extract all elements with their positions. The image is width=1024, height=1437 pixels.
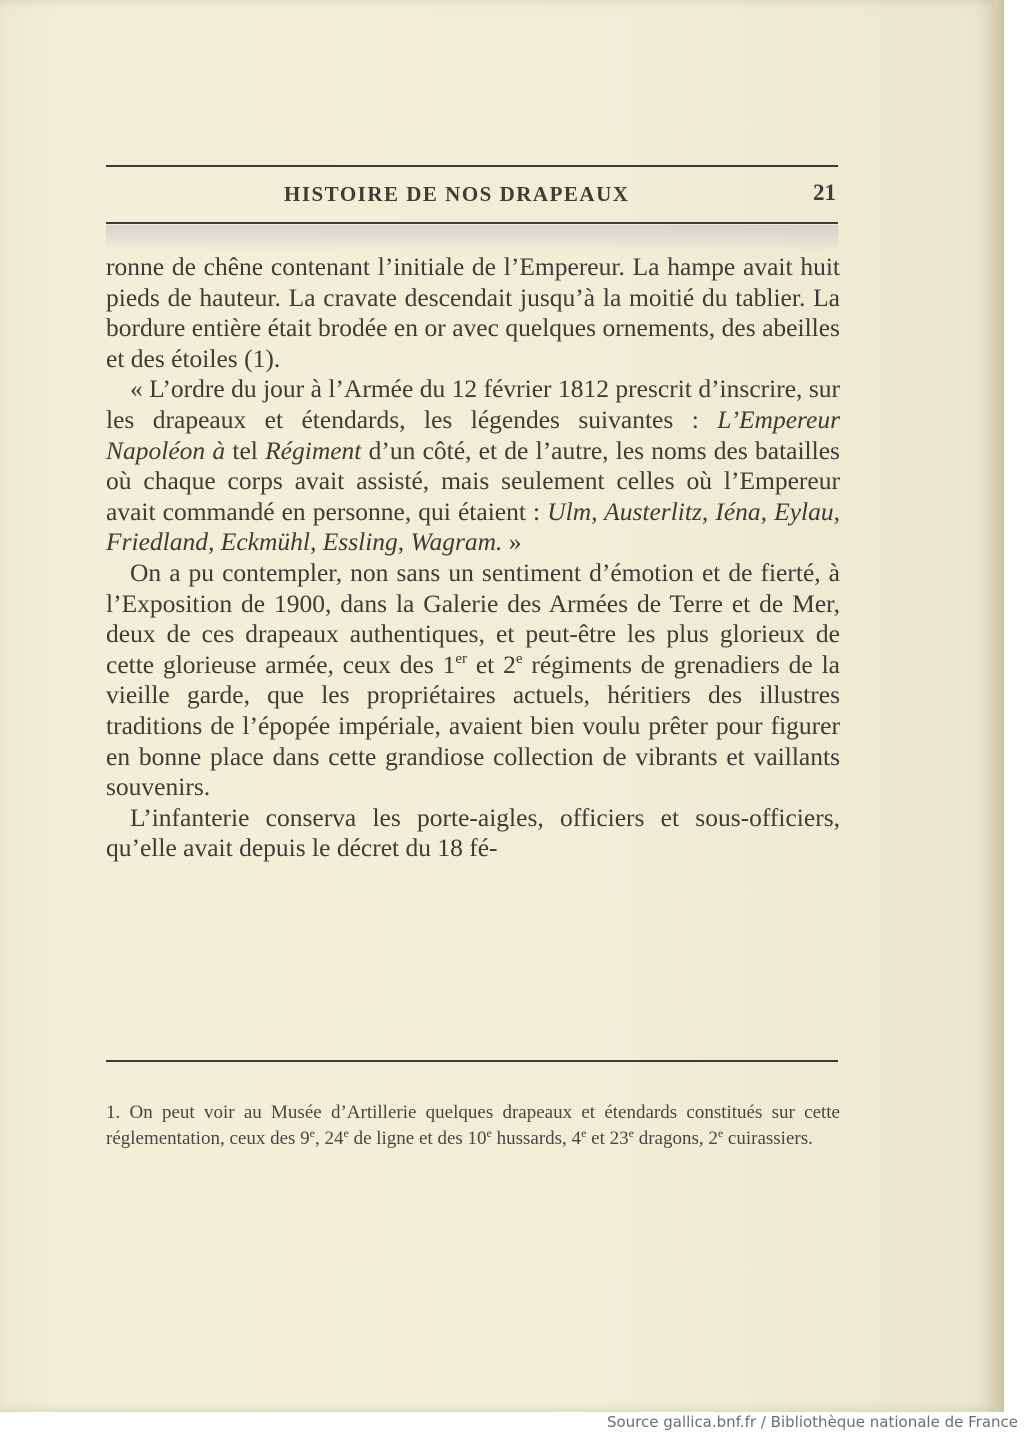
page-number: 21	[813, 180, 836, 205]
header-bottom-rule	[106, 222, 838, 224]
footnote: 1. On peut voir au Musée d’Artillerie quelques drapeaux et étendards constitués sur cette réglementation, ceux des 9e, 24e de ligne et des 10e hussards, 4e et 23e dragons, 2e cuirassiers.	[106, 1102, 840, 1149]
paragraph-2: « L’ordre du jour à l’Armée du 12 février 1812 prescrit d’inscrire, sur les drapeaux et étendards, les légendes suivantes : L’Empereur Napoléon à tel Régiment d’un côté, et de l’autre, les noms des batailles où chaque corps avait assisté, mais seulement celles où l’Empereur avait commandé en personne, qui étaient : Ulm, Austerlitz, Iéna, Eylau, Friedland, Eckmühl, Essling, Wagram. »	[106, 374, 840, 557]
battle-names: Ulm, Austerlitz, Iéna, Eylau, Friedland, Eckmühl, Essling, Wagram.	[106, 496, 840, 557]
source-credit: Source gallica.bnf.fr / Bibliothèque nationale de France	[606, 1413, 1018, 1431]
italic-word: Régiment	[265, 435, 362, 465]
paragraph-4: L’infanterie conserva les porte-aigles, officiers et sous-officiers, qu’elle avait depuis le décret du 18 fé-	[106, 802, 840, 863]
body-text	[106, 252, 840, 864]
page-edge	[994, 0, 1004, 1412]
italic-phrase: L’Empereur Napoléon à	[106, 404, 840, 465]
paragraph-3: On a pu contempler, non sans un sentiment d’émotion et de fierté, à l’Exposition de 1900, dans la Galerie des Armées de Terre et de Mer, deux de ces drapeaux authentiques, et peut-être les plus glorieux de cette glorieuse armée, ceux des 1er et 2e régiments de grenadiers de la vieille garde, que les propriétaires actuels, héritiers des illustres traditions de l’épopée impériale, avaient bien voulu prêter pour figurer en bonne place dans cette grandiose collection de vibrants et vaillants souvenirs.	[106, 557, 840, 802]
running-header	[106, 180, 838, 212]
paragraph-1: ronne de chêne contenant l’initiale de l’Empereur. La hampe avait huit pieds de hauteur. La cravate descendait jusqu’à la moitié du tablier. La bordure entière était brodée en or avec quelques ornements, des abeilles et des étoiles (1).	[106, 252, 840, 373]
header-top-rule	[106, 165, 838, 167]
footnote-rule	[106, 1060, 838, 1062]
scan-highlight-band	[106, 225, 838, 251]
running-title: HISTOIRE DE NOS DRAPEAUX	[284, 182, 630, 206]
